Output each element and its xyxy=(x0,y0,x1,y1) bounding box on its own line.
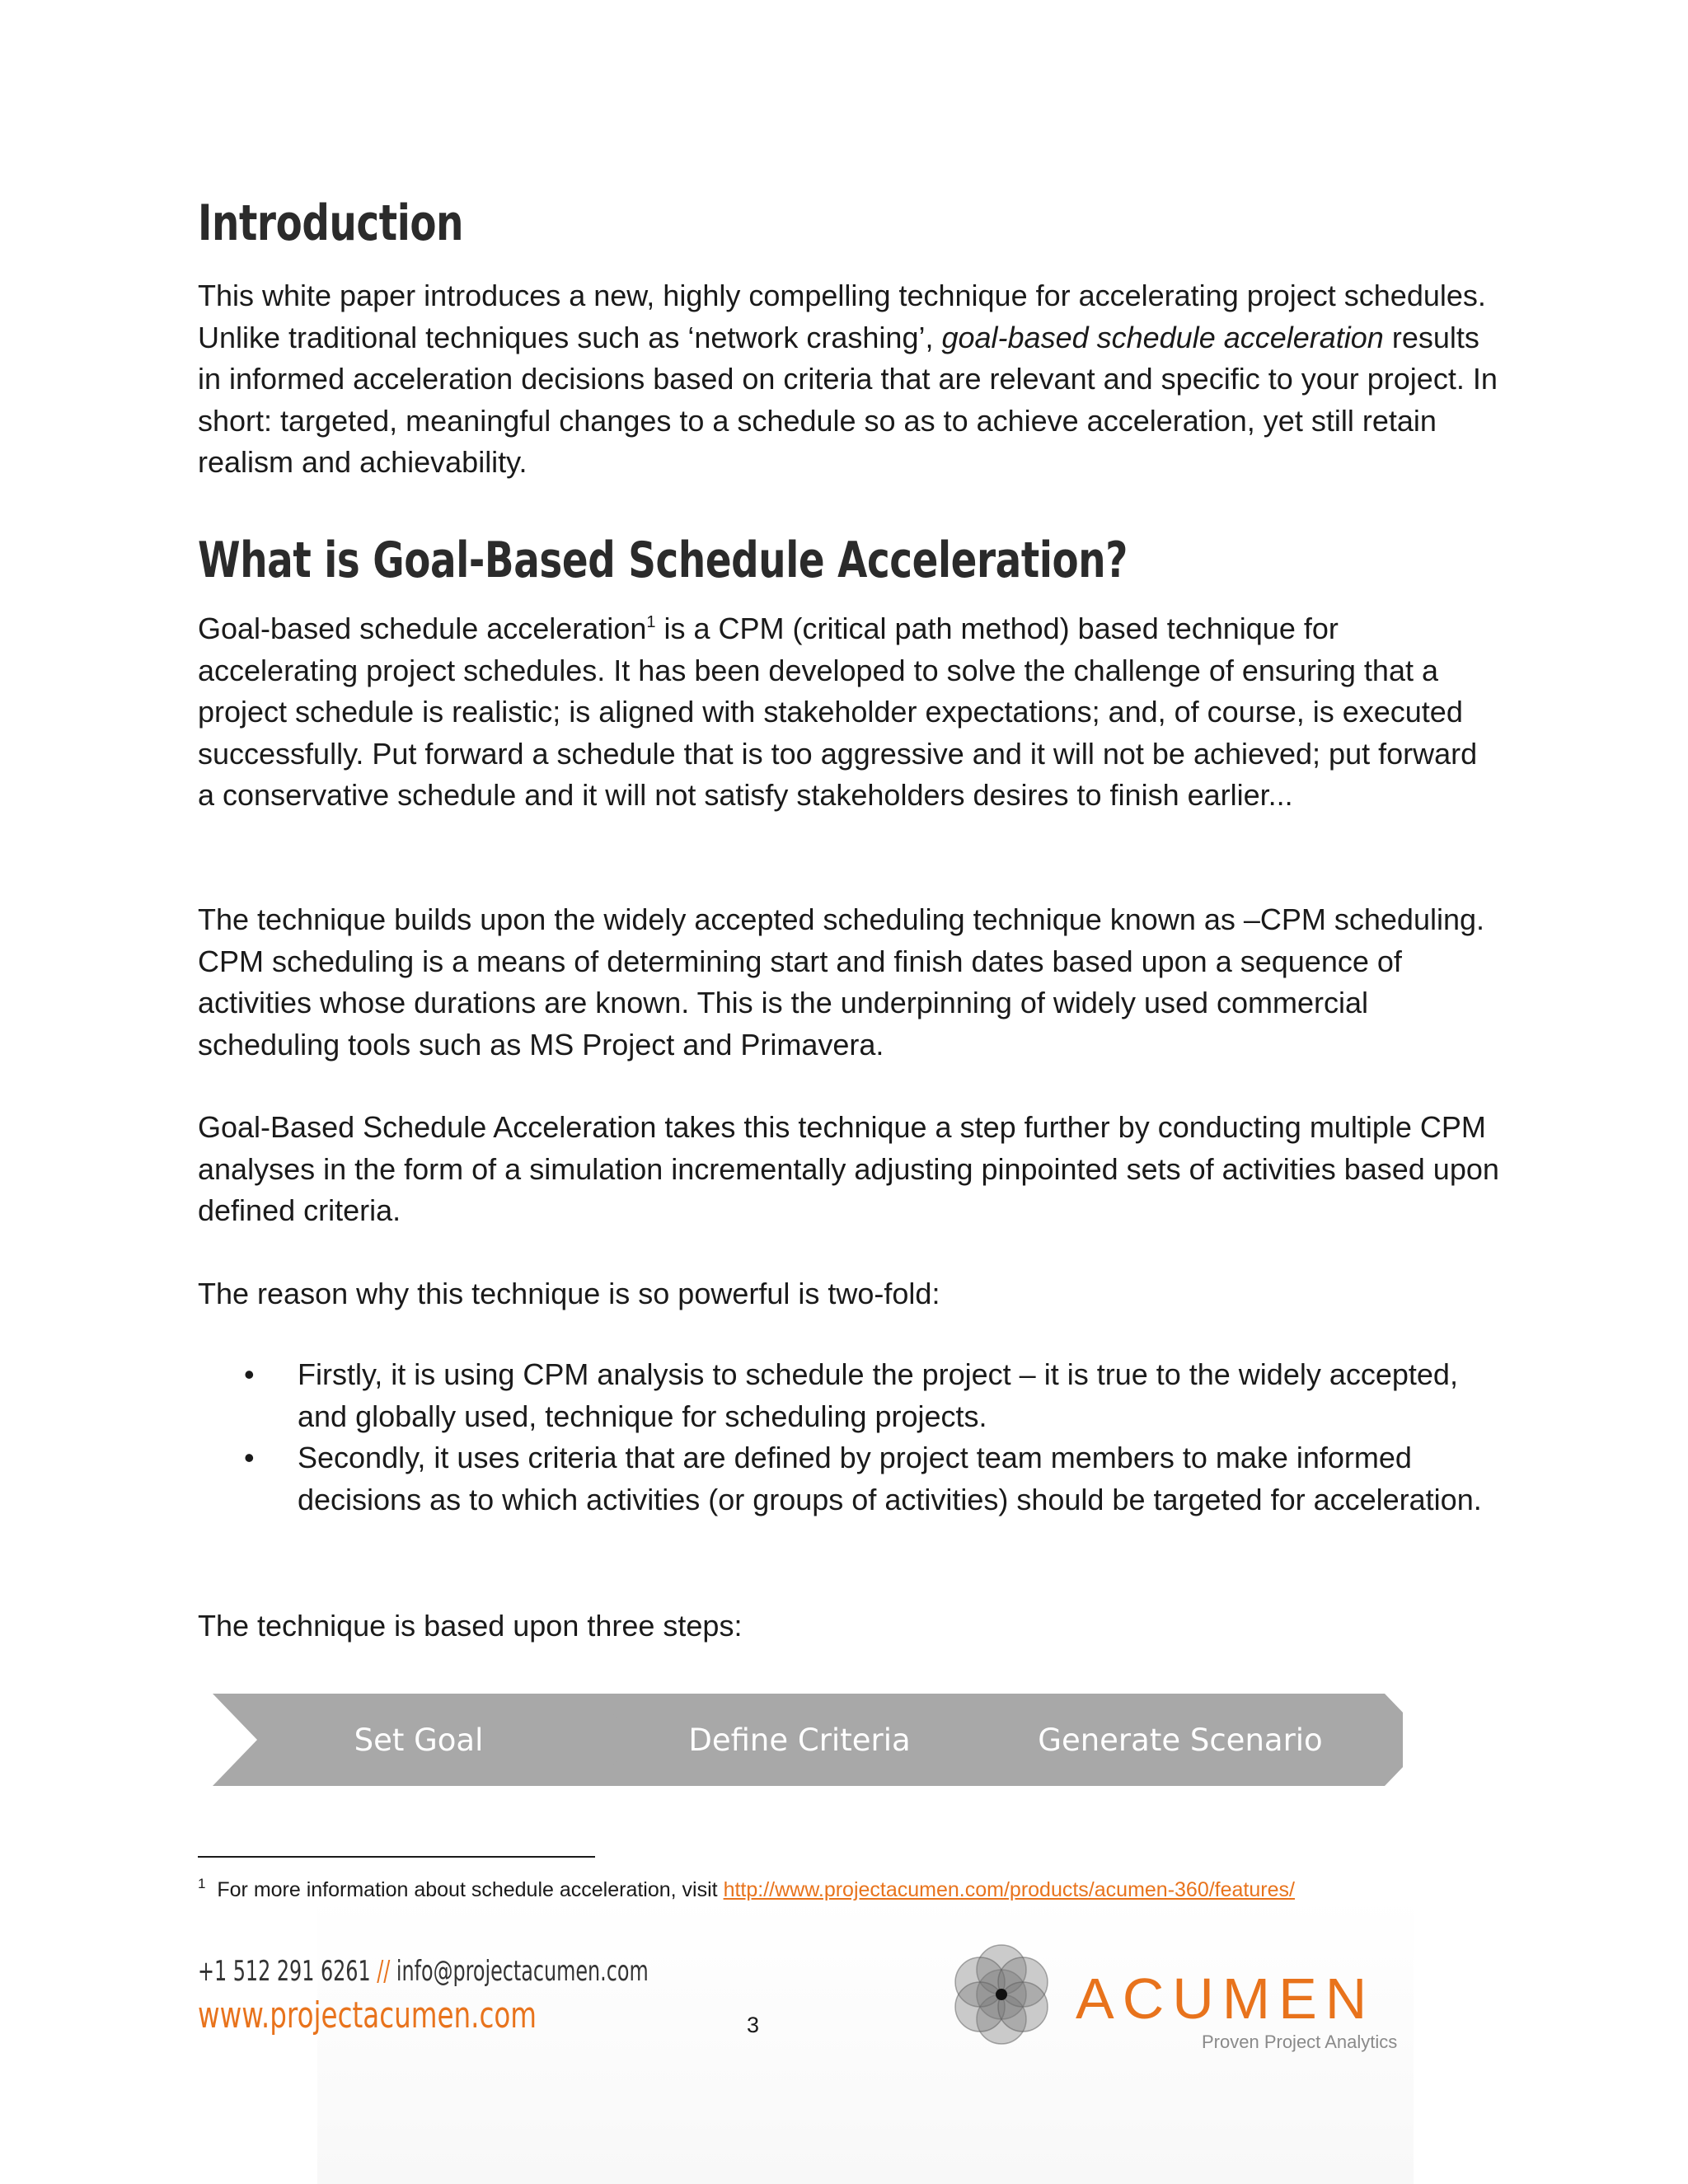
gbsa-paragraph-5: The technique is based upon three steps: xyxy=(198,1609,743,1643)
bullet-list xyxy=(198,1354,1500,1521)
bullet-glyph: • xyxy=(244,1441,255,1474)
gbsa-paragraph-2: The technique builds upon the widely accepted scheduling technique known as –CPM scheduling. CPM scheduling is a means of determining start and finish dates based upon a sequence of activities whose durations are known. This is the underpinning of widely used commercial scheduling tools such as MS Project and Primavera. xyxy=(198,902,1485,1062)
page-number: 3 xyxy=(747,2013,760,2037)
gbsa-paragraph-4: The reason why this technique is so powerful is two-fold: xyxy=(198,1277,940,1310)
contact-line xyxy=(198,1955,649,1988)
footnote: $^1$ For more information about schedule acceleration, visit http://www.projectacumen.com/products/acumen-360/features/ xyxy=(198,1876,1295,1901)
footnote-number: 1 xyxy=(198,1876,206,1891)
bullet-glyph: • xyxy=(244,1357,255,1391)
footnote-link[interactable]: http://www.projectacumen.com/products/acumen-360/features/ xyxy=(723,1878,1295,1901)
acumen-flower-logo-icon xyxy=(944,1937,1059,2056)
step-label: Set Goal xyxy=(354,1722,484,1758)
footnote-ref: 1 xyxy=(646,613,656,631)
gbsa-paragraph-1: Goal-based schedule acceleration$^1$ is a CPM (critical path method) based technique for accelerating project schedules. It has been developed to solve the challenge of ensuring that a project schedule is realistic; is aligned with stakeholder expectations; and, of course, is executed successfully. Put forward a schedule that is too aggressive and it will not be achieved; put forward a conservative schedule and it will not satisfy stakeholders desires to finish earlier... xyxy=(198,612,1478,812)
step-label: Define Criteria xyxy=(688,1722,911,1758)
intro-heading: Introduction xyxy=(198,194,464,252)
gbsa-heading: What is Goal-Based Schedule Acceleration? xyxy=(198,532,1128,589)
contact-separator: // xyxy=(377,1955,391,1988)
list-item: • Secondly, it uses criteria that are defined by project team members to make informed decisions as to which activities (or groups of activities) should be targeted for acceleration. xyxy=(198,1437,1500,1521)
brand-tagline: Proven Project Analytics xyxy=(1202,2032,1398,2052)
phone-number: +1 512 291 6261 xyxy=(198,1955,371,1988)
gbsa-paragraph-3: Goal-Based Schedule Acceleration takes this technique a step further by conducting multiple CPM analyses in the form of a simulation incrementally adjusting pinpointed sets of activities based upon defined criteria. xyxy=(198,1110,1499,1227)
intro-paragraph: This white paper introduces a new, highly compelling technique for accelerating project schedules. Unlike traditional techniques such as ‘network crashing’, goal-based schedule acceleration results in informed acceleration decisions based on criteria that are relevant and specific to your project. In short: targeted, meaningful changes to a schedule so as to achieve acceleration, yet still retain realism and achievability. xyxy=(198,279,1498,479)
website-link[interactable]: www.projectacumen.com xyxy=(198,1994,537,2036)
step-define-criteria xyxy=(593,1694,1034,1786)
footnote-divider xyxy=(198,1856,595,1858)
brand-wordmark: ACUMEN xyxy=(1076,1966,1376,2031)
step-set-goal xyxy=(213,1694,653,1786)
list-item: • Firstly, it is using CPM analysis to schedule the project – it is true to the widely accepted, and globally used, technique for scheduling projects. xyxy=(198,1354,1500,1437)
process-steps xyxy=(208,1691,1403,1794)
step-label: Generate Scenario xyxy=(1038,1722,1323,1758)
email-address[interactable]: info@projectacumen.com xyxy=(396,1955,649,1988)
step-generate-scenario xyxy=(974,1694,1403,1786)
